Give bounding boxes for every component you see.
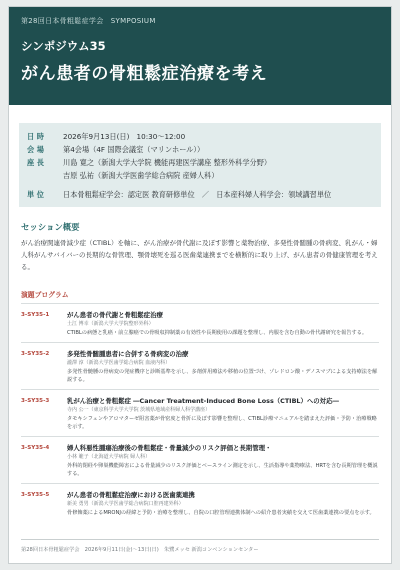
overview-heading: セッション概要 bbox=[21, 222, 80, 232]
talk-speaker: 寺内 公一（東京科学大学大学院 茨城県地域産科婦人科学講座） bbox=[67, 407, 211, 413]
talk-abstract: CTIBLの病態と乳癌・前立腺癌での骨吸収抑制薬の有効性や長期使用の課題を整理し、内服を含む自動の骨代謝研究を報告する。 bbox=[67, 330, 368, 336]
footer-text: 第28回日本骨粗鬆症学会 2026年9月11日(金)～13日(日) 朱鷺メッセ 新潟コンベンションセンター bbox=[21, 539, 379, 553]
talk-title: がん患者の骨粗鬆症治療における医歯薬連携 bbox=[67, 491, 195, 499]
chairs-label: 座 長 bbox=[27, 158, 44, 167]
talk-speaker: 小林 範子（北海道大学病院 婦人科） bbox=[67, 454, 151, 460]
talk-item bbox=[21, 303, 379, 342]
talk-title: 乳がん治療と骨粗鬆症 ―Cancer Treatment-Induced Bone Loss（CTIBL）への対応― bbox=[67, 397, 339, 405]
credits-value: 日本骨粗鬆症学会：認定医 教育研修単位 ／ 日本産科婦人科学会：領域講習単位 bbox=[63, 190, 332, 199]
credits-label: 単 位 bbox=[27, 190, 44, 199]
program-heading: 演題プログラム bbox=[21, 291, 69, 299]
overview-text: がん治療関連骨減少症（CTIBL）を軸に、がん治療が骨代謝に及ぼす影響と薬物治療、多発性骨髄腫の骨病変、乳がん・婦人科がんサバイバーの長期的な骨管理、顎骨壊死を巡る医歯薬連携までを横断的に取り上げ、がん患者の骨健康管理を考える。 bbox=[21, 239, 378, 271]
venue-row bbox=[27, 143, 373, 156]
title-banner bbox=[9, 7, 391, 105]
date-value: 2026年9月13日(日) 10:30～12:00 bbox=[63, 132, 186, 141]
chairs-row bbox=[27, 156, 373, 169]
symposium-number: シンポジウム35 bbox=[21, 39, 106, 53]
talk-title: 婦人科悪性腫瘍治療後の骨粗鬆症・骨量減少のリスク評価と長期管理・ bbox=[67, 444, 272, 452]
talk-abstract: 外科的閉経や卵巣機能障害による骨量減少のリスク評価とベースライン測定を示し、生活指導や薬物療法、HRTを含む長期管理を概説する。 bbox=[67, 463, 378, 477]
page-title: がん患者の骨粗鬆症治療を考え bbox=[21, 64, 268, 84]
venue-value: 第4会場（4F 国際会議室（マリンホール）） bbox=[63, 145, 205, 154]
talk-title: 多発性骨髄腫患者に合併する骨病変の治療 bbox=[67, 350, 189, 358]
date-label: 日 時 bbox=[27, 132, 44, 141]
chair-2: 吉原 弘祐（新潟大学医歯学総合病院 産婦人科） bbox=[63, 171, 219, 180]
talk-code: 3-SY35-4 bbox=[21, 445, 50, 451]
talk-item bbox=[21, 389, 379, 436]
chair-1: 川島 寛之（新潟大学大学院 機能再建医学講座 整形外科学分野） bbox=[63, 158, 272, 167]
session-info-box bbox=[19, 123, 381, 207]
talk-code: 3-SY35-1 bbox=[21, 312, 50, 318]
talk-item bbox=[21, 483, 379, 522]
talk-code: 3-SY35-3 bbox=[21, 398, 50, 404]
talk-item bbox=[21, 342, 379, 389]
talk-code: 3-SY35-5 bbox=[21, 492, 50, 498]
chairs-row-2 bbox=[27, 169, 373, 182]
conference-line: 第28回日本骨粗鬆症学会 SYMPOSIUM bbox=[21, 17, 156, 25]
talk-code: 3-SY35-2 bbox=[21, 351, 50, 357]
poster-sheet bbox=[8, 6, 392, 564]
talk-speaker: 瀧澤 淳（新潟大学医歯学総合病院 血液内科） bbox=[67, 360, 171, 366]
talk-abstract: タモキシフェンやアロマターゼ阻害薬が骨密度と骨折に及ぼす影響を整理し、CTIBL診療マニュアルを踏まえた評価・予防・治療戦略を示す。 bbox=[67, 416, 377, 430]
talk-speaker: 新美 勇男（新潟大学医歯学総合病院口腔再建外科） bbox=[67, 501, 184, 507]
talk-item bbox=[21, 436, 379, 483]
talk-title: がん患者の骨代謝と骨粗鬆症治療 bbox=[67, 311, 163, 319]
venue-label: 会 場 bbox=[27, 145, 44, 154]
credits-row bbox=[27, 188, 373, 201]
talk-speaker: 土江 博幸（新潟大学大学院整形外科） bbox=[67, 321, 154, 327]
talk-abstract: 多発性骨髄腫の骨病変の発症機序と診断基準を示し、多剤併用療法や移植の位置づけ、ゾレドロン酸・デノスマブによる支持療法を解説する。 bbox=[67, 369, 378, 383]
talk-abstract: 骨修飾薬によるMRONJの経緯と予防・治療を整理し、自院の口腔管理連携体制への紹介患者実績を交えて医歯薬連携の要点を示す。 bbox=[67, 510, 375, 516]
date-row bbox=[27, 130, 373, 143]
